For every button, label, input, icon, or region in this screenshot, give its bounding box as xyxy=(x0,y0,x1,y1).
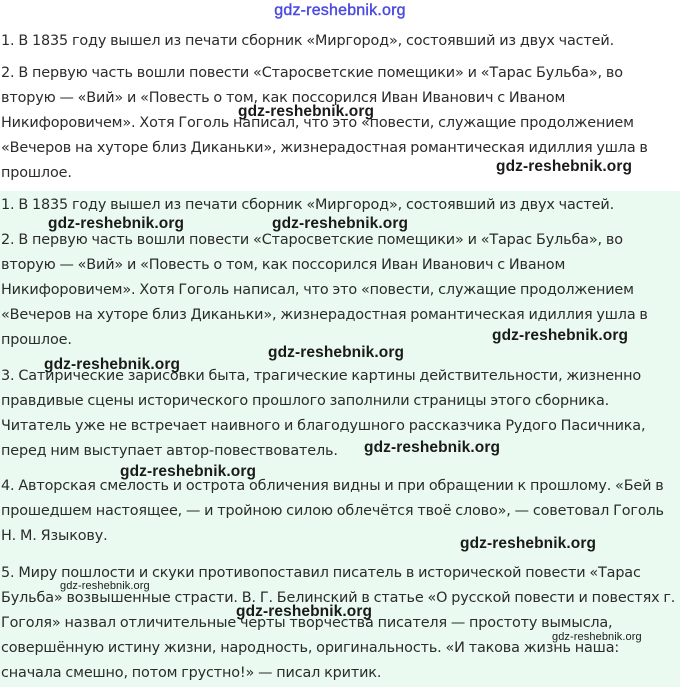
text-line: совершённую истину жизни, народность, оригинальность. «И такова жизнь наша: xyxy=(1,640,620,656)
watermark: gdz-reshebnik.org xyxy=(552,631,642,643)
text-line: 1. В 1835 году вышел из печати сборник «Миргород», состоявший из двух частей. xyxy=(1,197,614,213)
text-line: 4. Авторская смелость и острота обличения видны и при обращении к прошлому. «Бей в xyxy=(1,478,664,494)
site-watermark-header: gdz-reshebnik.org xyxy=(274,2,406,19)
text-line: 2. В первую часть вошли повести «Старосветские помещики» и «Тарас Бульба», во xyxy=(1,232,623,248)
watermark: gdz-reshebnik.org xyxy=(460,535,597,552)
section2-paragraph-3 xyxy=(1,364,677,464)
text-line: «Вечеров на хуторе близ Диканьки», жизнерадостная романтическая идиллия ушла в xyxy=(1,307,648,323)
text-line: правдивые сцены исторического прошлого заполнили страницы этого сборника. xyxy=(1,393,610,409)
text-line: прошлое. xyxy=(1,165,72,181)
watermark: gdz-reshebnik.org xyxy=(272,215,409,232)
text-line: Никифоровичем». Хотя Гоголь написал, что это «повести, служащие продолжением xyxy=(1,115,634,131)
watermark: gdz-reshebnik.org xyxy=(496,158,633,175)
text-line: Никифоровичем». Хотя Гоголь написал, что это «повести, служащие продолжением xyxy=(1,282,634,298)
text-line: Н. М. Языкову. xyxy=(1,528,108,544)
watermark: gdz-reshebnik.org xyxy=(44,356,181,373)
text-line: сначала смешно, потом грустно!» — писал критик. xyxy=(1,665,382,681)
watermark: gdz-reshebnik.org xyxy=(120,463,257,480)
text-line: Гоголя» назвал отличительные черты творчества писателя — простоту вымысла, xyxy=(1,615,613,631)
section1-paragraph-1 xyxy=(1,29,677,54)
watermark: gdz-reshebnik.org xyxy=(236,603,373,620)
text-line: Читатель уже не встречает наивного и благодушного рассказчика Рудого Пасичника, xyxy=(1,418,646,434)
text-line: 5. Миру пошлости и скуки противопоставил писатель в исторической повести «Тарас xyxy=(1,565,641,581)
watermark: gdz-reshebnik.org xyxy=(238,103,375,120)
text-line: перед ним выступает автор-повествователь. xyxy=(1,443,338,459)
watermark: gdz-reshebnik.org xyxy=(364,439,501,456)
text-line: вторую — «Вий» и «Повесть о том, как поссорился Иван Иванович с Иваном xyxy=(1,90,566,106)
watermark: gdz-reshebnik.org xyxy=(48,215,185,232)
text-line: 1. В 1835 году вышел из печати сборник «Миргород», состоявший из двух частей. xyxy=(1,33,614,49)
watermark: gdz-reshebnik.org xyxy=(492,327,629,344)
watermark: gdz-reshebnik.org xyxy=(268,344,405,361)
text-line: прошедшем настоящее, — и тройною силою облечётся твоё слово», — советовал Гоголь xyxy=(1,503,664,519)
text-line: «Вечеров на хуторе близ Диканьки», жизнерадостная романтическая идиллия ушла в xyxy=(1,140,648,156)
text-line: вторую — «Вий» и «Повесть о том, как поссорился Иван Иванович с Иваном xyxy=(1,257,566,273)
watermark: gdz-reshebnik.org xyxy=(60,580,150,592)
text-line: прошлое. xyxy=(1,332,72,348)
text-line: 2. В первую часть вошли повести «Старосветские помещики» и «Тарас Бульба», во xyxy=(1,65,623,81)
text-line: Бульба» возвышенные страсти. В. Г. Белинский в статье «О русской повести и повестях г. xyxy=(1,590,676,606)
text-line: 3. Сатирические зарисовки быта, трагические картины действительности, жизненно xyxy=(1,368,642,384)
